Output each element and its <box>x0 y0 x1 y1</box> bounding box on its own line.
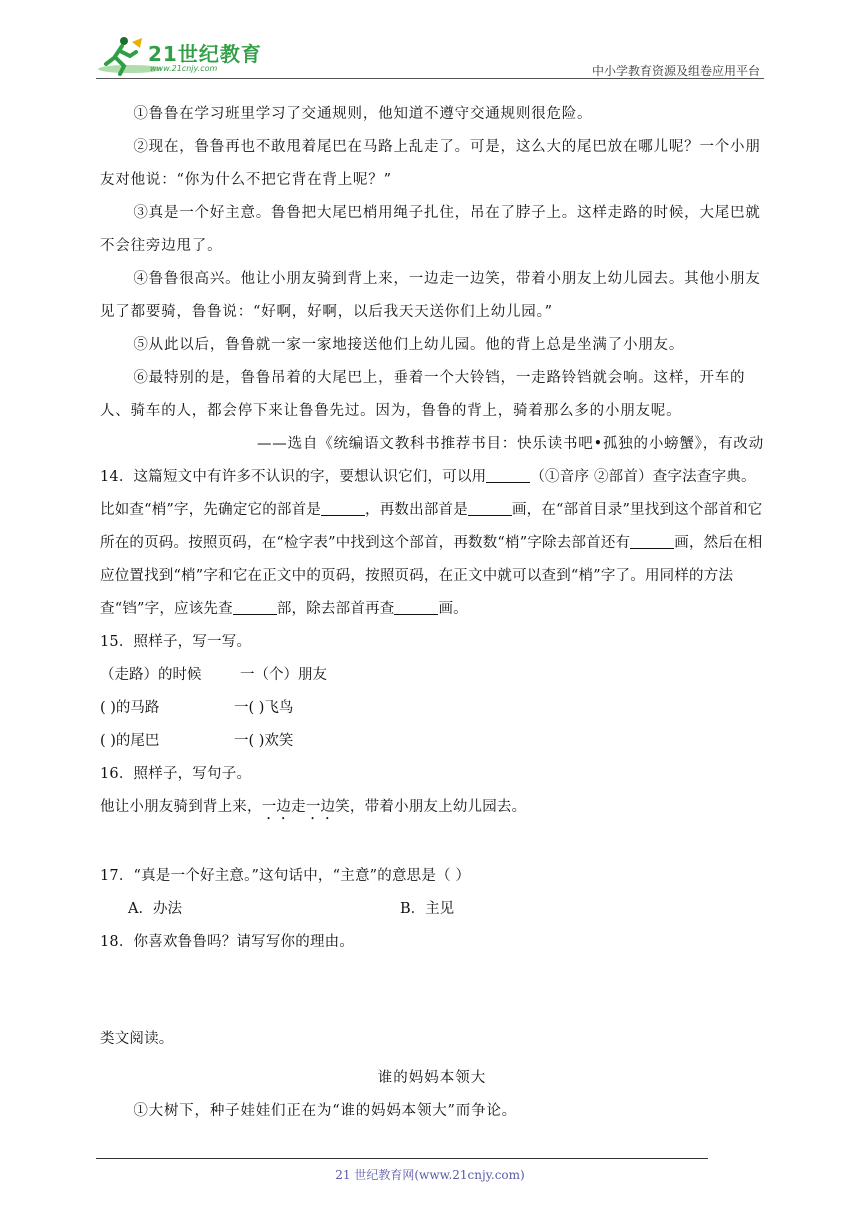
q15-row1-a[interactable]: ( )的马路 <box>100 700 160 716</box>
q18-answer-space[interactable] <box>100 959 764 1023</box>
q14-blank-radical[interactable] <box>321 499 365 516</box>
page-footer: 21 世纪教育网(www.21cnjy.com) <box>335 1168 525 1182</box>
question-14 <box>100 461 764 626</box>
passage-paragraph-5: ⑤从此以后，鲁鲁就一家一家地接送他们上幼儿园。他的背上总是坐满了小朋友。 <box>133 337 685 353</box>
question-16-title: 16．照样子，写句子。 <box>100 766 252 782</box>
q16-example-sentence <box>100 791 764 824</box>
q14-blank-dang-radical[interactable] <box>233 598 277 615</box>
question-18-title: 18．你喜欢鲁鲁吗？请写写你的理由。 <box>100 934 355 950</box>
page-header <box>96 34 764 78</box>
passage-paragraph-2: ②现在，鲁鲁再也不敢甩着尾巴在马路上乱走了。可是，这么大的尾巴放在哪儿呢？一个小朋友对他说：“你为什么不把它背在背上呢？” <box>100 139 761 188</box>
logo-brand-text: 21世纪教育 <box>148 42 262 66</box>
platform-name: 中小学教育资源及组卷应用平台 <box>591 64 760 78</box>
q15-row1-b[interactable]: 一( )飞鸟 <box>234 700 294 716</box>
q15-row2-b[interactable]: 一( )欢笑 <box>234 733 294 749</box>
reading-paragraph-1: ①大树下，种子娃娃们正在为“谁的妈妈本领大”而争论。 <box>133 1103 517 1119</box>
question-15-title: 15．照样子，写一写。 <box>100 634 252 650</box>
q14-blank-dang-strokes[interactable] <box>394 598 438 615</box>
q17-options <box>100 893 764 926</box>
q14-text-2: （①音序 ②部首）查字法查字典。比如查“梢”字，先确定它的部首是 <box>100 469 756 518</box>
q16-answer-space[interactable] <box>100 824 764 860</box>
question-17-title: 17．“真是一个好主意。”这句话中，“主意”的意思是（ ） <box>100 868 471 884</box>
q15-example-a: （走路）的时候 <box>100 667 202 683</box>
section-heading: 类文阅读。 <box>100 1031 174 1047</box>
q15-example-b: 一（个）朋友 <box>240 667 327 683</box>
footer-divider <box>96 1158 708 1159</box>
page-content <box>100 98 764 1128</box>
q14-blank-remaining-strokes[interactable] <box>630 532 674 549</box>
q16-emphasis-1: 一边 <box>261 799 292 815</box>
q14-text-5: 画，然后在相应位置找到“梢”字和它在正文中的页码，按照页码，在正文中就可以查到“梢”字了。用同样的方法查“铛”字，应该先查 <box>100 535 763 617</box>
q15-row2-a[interactable]: ( )的尾巴 <box>100 733 160 749</box>
q15-row-1[interactable] <box>100 692 764 725</box>
q14-text-4: 画，在“部首目录”里找到这个部首和它所在的页码。按照页码，在“检字表”中找到这个部首，再数数“梢”字除去部首还有 <box>100 502 763 551</box>
q16-emphasis-2: 一边 <box>305 799 336 815</box>
q15-row-example <box>100 659 764 692</box>
q14-text-6: 部，除去部首再查 <box>276 601 395 617</box>
passage-paragraph-4: ④鲁鲁很高兴。他让小朋友骑到背上来，一边走一边笑，带着小朋友上幼儿园去。其他小朋友见了都要骑，鲁鲁说：“好啊，好啊，以后我天天送你们上幼儿园。” <box>100 271 761 320</box>
q14-text-3: ，再数出部首是 <box>365 502 468 518</box>
passage-paragraph-3: ③真是一个好主意。鲁鲁把大尾巴梢用绳子扎住，吊在了脖子上。这样走路的时候，大尾巴就不会往旁边甩了。 <box>100 205 761 254</box>
q14-blank-radical-strokes[interactable] <box>468 499 512 516</box>
q17-option-b[interactable]: B．主见 <box>400 901 455 917</box>
q17-option-a[interactable]: A．办法 <box>128 901 182 917</box>
logo-url-text: www.21cnjy.com <box>150 64 218 73</box>
header-divider <box>96 78 764 79</box>
q16-mid: 走 <box>291 799 306 815</box>
q14-blank-method[interactable] <box>486 466 530 483</box>
passage-paragraph-6: ⑥最特别的是，鲁鲁吊着的大尾巴上，垂着一个大铃铛，一走路铃铛就会响。这样，开车的人、骑车的人，都会停下来让鲁鲁先过。因为，鲁鲁的背上，骑着那么多的小朋友呢。 <box>100 370 746 419</box>
q15-row-2[interactable] <box>100 725 764 758</box>
q16-post: 笑，带着小朋友上幼儿园去。 <box>335 799 527 815</box>
passage-source: ——选自《统编语文教科书推荐书目：快乐读书吧•孤独的小螃蟹》，有改动 <box>257 436 764 452</box>
q14-text-7: 画。 <box>438 601 468 617</box>
q16-pre: 他让小朋友骑到背上来， <box>100 799 262 815</box>
passage-paragraph-1: ①鲁鲁在学习班里学习了交通规则，他知道不遵守交通规则很危险。 <box>133 106 593 122</box>
q14-text-1: 14．这篇短文中有许多不认识的字，要想认识它们，可以用 <box>100 469 487 485</box>
reading-title: 谁的妈妈本领大 <box>377 1070 487 1086</box>
